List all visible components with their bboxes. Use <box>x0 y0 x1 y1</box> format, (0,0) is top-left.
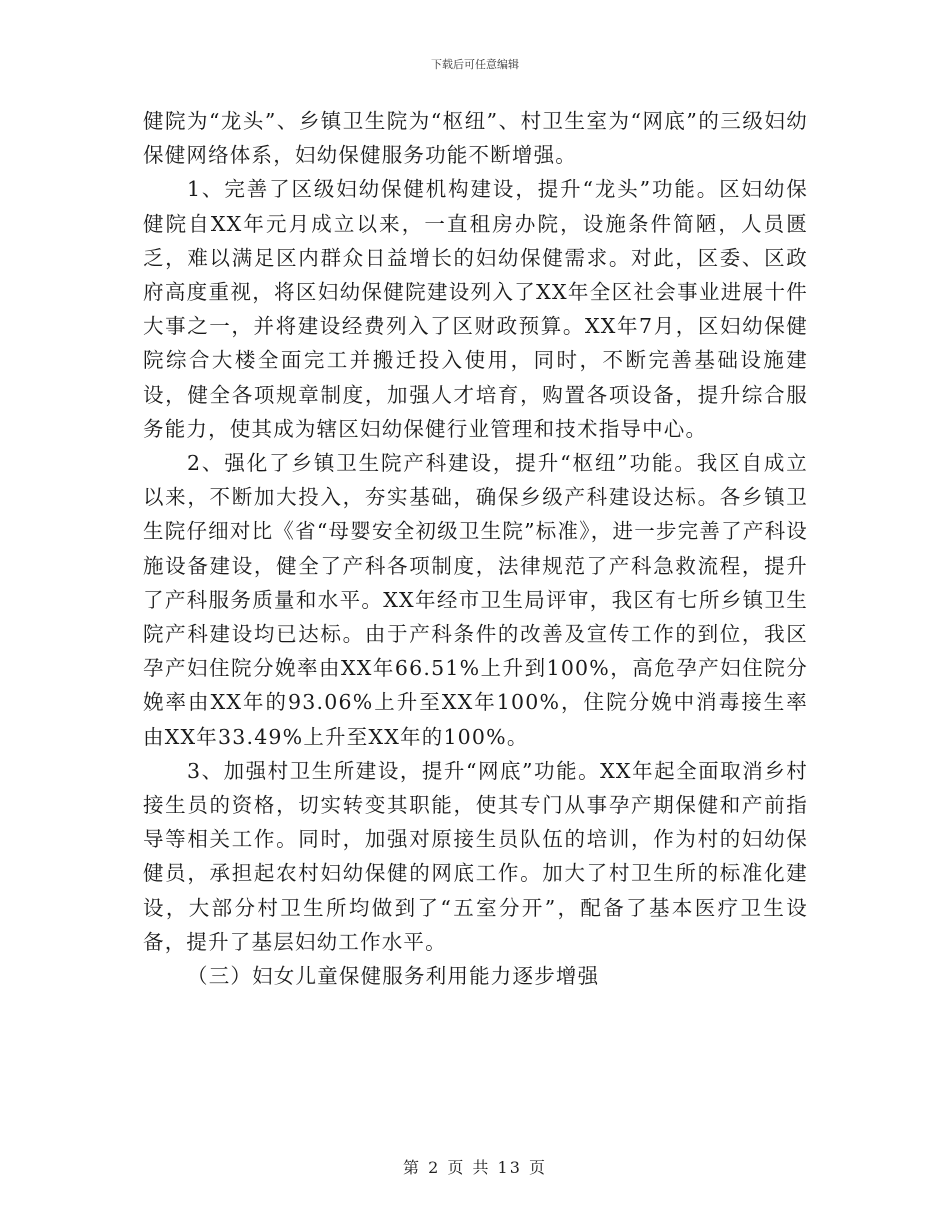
paragraph-village-level: 3、加强村卫生所建设，提升“网底”功能。XX年起全面取消乡村接生员的资格，切实转变其职能，使其专门从事孕产期保健和产前指导等相关工作。同时，加强对原接生员队伍的培训，作为村的妇幼保健员，承担起农村妇幼保健的网底工作。加大了村卫生所的标准化建设，大部分村卫生所均做到了“五室分开”，配备了基本医疗卫生设备，提升了基层妇幼工作水平。 <box>143 758 808 954</box>
paragraph-continuation: 健院为“龙头”、乡镇卫生院为“枢纽”、村卫生室为“网底”的三级妇幼保健网络体系，妇幼保健服务功能不断增强。 <box>143 109 808 168</box>
paragraph-township-level: 2、强化了乡镇卫生院产科建设，提升“枢纽”功能。我区自成立以来，不断加大投入，夯实基础，确保乡级产科建设达标。各乡镇卫生院仔细对比《省“母婴安全初级卫生院”标准》，进一步完善了产科设施设备建设，健全了产科各项制度，法律规范了产科急救流程，提升了产科服务质量和水平。XX年经市卫生局评审，我区有七所乡镇卫生院产科建设均已达标。由于产科条件的改善及宣传工作的到位，我区孕产妇住院分娩率由XX年66.51%上升到100%，高危孕产妇住院分娩率由XX年的93.06%上升至XX年100%，住院分娩中消毒接生率由XX年33.49%上升至XX年的100%。 <box>143 451 808 749</box>
document-body <box>143 104 808 993</box>
section-heading: （三）妇女儿童保健服务利用能力逐步增强 <box>187 964 600 989</box>
paragraph-district-level: 1、完善了区级妇幼保健机构建设，提升“龙头”功能。区妇幼保健院自XX年元月成立以来，一直租房办院，设施条件简陋，人员匮乏，难以满足区内群众日益增长的妇幼保健需求。对此，区委、区政府高度重视，将区妇幼保健院建设列入了XX年全区社会事业进展十件大事之一，并将建设经费列入了区财政预算。XX年7月，区妇幼保健院综合大楼全面完工并搬迁投入使用，同时，不断完善基础设施建设，健全各项规章制度，加强人才培育，购置各项设备，提升综合服务能力，使其成为辖区妇幼保健行业管理和技术指导中心。 <box>143 177 808 441</box>
page-footer: 第 2 页 共 13 页 <box>403 1158 547 1177</box>
header-note: 下载后可任意编辑 <box>431 58 519 71</box>
